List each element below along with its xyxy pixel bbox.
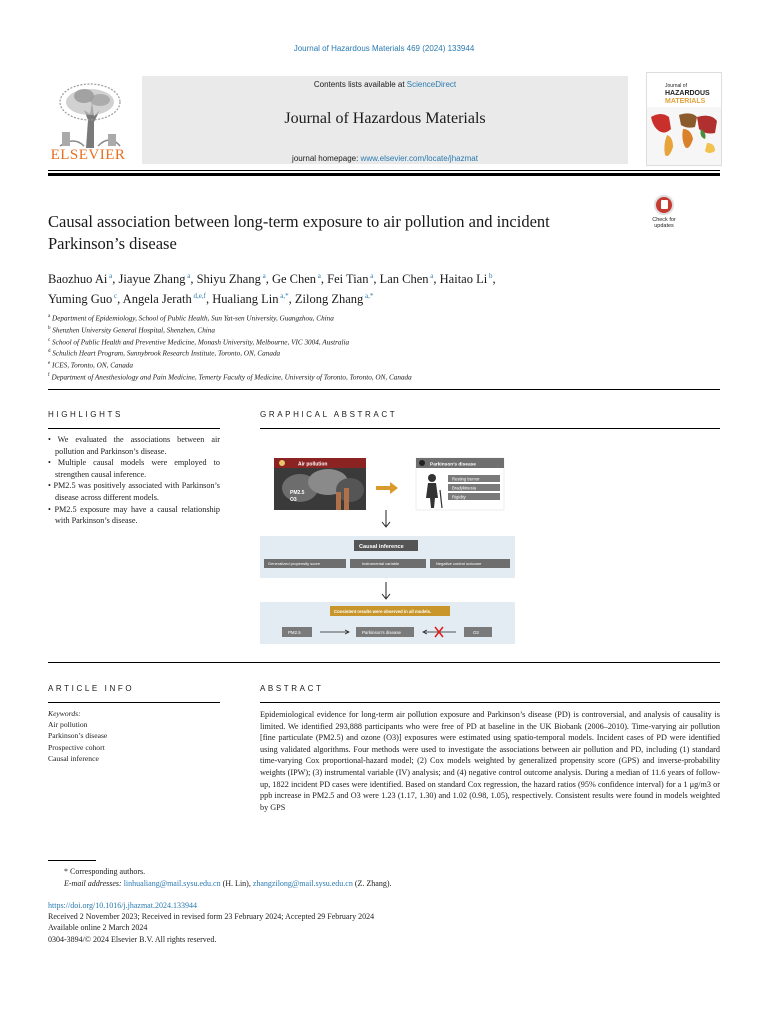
sciencedirect-link[interactable]: ScienceDirect xyxy=(406,80,457,89)
ga-method-1: Generalized propensity score xyxy=(268,561,321,566)
affiliation-marker: d xyxy=(48,349,51,355)
author-name[interactable]: Ge Chen xyxy=(271,272,317,287)
journal-cover[interactable] xyxy=(646,72,722,166)
highlights-list xyxy=(48,434,220,527)
article-info-rule xyxy=(48,702,220,703)
ga-bottom-pd: Parkinson’s disease xyxy=(362,630,401,635)
author-name[interactable]: Zilong Zhang xyxy=(294,292,364,307)
affiliation-item xyxy=(48,359,720,371)
ga-symptom-2: Bradykinesia xyxy=(452,485,476,491)
email-line xyxy=(64,878,392,890)
author-name[interactable]: Jiayue Zhang xyxy=(118,272,186,287)
ga-symptom-1: Resting tremor xyxy=(452,476,480,482)
footnote-rule xyxy=(48,860,96,861)
cover-title xyxy=(665,82,710,106)
ga-o3-label: O3 xyxy=(290,497,297,503)
affiliation-item xyxy=(48,347,720,359)
author-affiliation-marker[interactable]: a xyxy=(107,272,113,280)
affiliation-text: Department of Epidemiology, School of Public Health, Sun Yat-sen University, Guangzhou, China xyxy=(50,314,334,323)
highlight-item: • PM2.5 exposure may have a causal relationship with Parkinson’s disease. xyxy=(48,504,220,526)
author-affiliation-marker[interactable]: d,e,f xyxy=(191,292,206,301)
affiliation-item xyxy=(48,336,720,348)
ga-causal-inference-label: Causal inference xyxy=(359,543,404,550)
homepage-line xyxy=(142,154,628,163)
affiliation-marker: e xyxy=(48,361,51,367)
cover-line3: MATERIALS xyxy=(665,98,706,105)
abstract-rule xyxy=(260,702,720,703)
available-online: Available online 2 March 2024 xyxy=(48,923,148,933)
author-name[interactable]: Yuming Guo xyxy=(48,292,113,307)
keywords-label: Keywords: xyxy=(48,709,81,718)
article-metadata xyxy=(48,900,374,945)
ga-method-3: Negative control outcome xyxy=(436,561,482,566)
author-name[interactable]: Lan Chen xyxy=(379,272,429,287)
highlight-item: • PM2.5 was positively associated with Parkinson’s disease across different models. xyxy=(48,481,220,502)
affiliation-marker: b xyxy=(48,325,51,331)
masthead-rule-thick xyxy=(48,173,720,176)
highlights-rule xyxy=(48,428,220,429)
highlights-heading: HIGHLIGHTS xyxy=(48,410,123,419)
homepage-prefix: journal homepage: xyxy=(292,154,361,163)
graphical-abstract-figure[interactable] xyxy=(260,452,515,644)
author-affiliation-marker[interactable]: a xyxy=(260,272,266,280)
check-updates-label: Check for updates xyxy=(652,217,676,229)
received-dates: Received 2 November 2023; Received in revised form 23 February 2024; Accepted 29 February 2024 xyxy=(48,912,375,922)
affiliation-text: School of Public Health and Preventive Medicine, Monash University, Melbourne, VIC 3004, Australia xyxy=(50,337,350,346)
affiliation-item xyxy=(48,324,720,336)
author-affiliation-marker[interactable]: a xyxy=(428,272,434,280)
cover-line1: Journal of xyxy=(665,83,687,89)
affiliation-marker: a xyxy=(48,314,51,319)
contents-line xyxy=(142,80,628,89)
author-affiliation-marker[interactable]: b xyxy=(487,272,493,280)
author-name[interactable]: Fei Tian xyxy=(327,272,369,287)
affiliation-text: ICES, Toronto, ON, Canada xyxy=(50,361,133,370)
corresponding-note: * Corresponding authors. xyxy=(64,867,146,876)
article-title: Causal association between long-term exposure to air pollution and incident Parkinson’s disease xyxy=(48,212,550,253)
article-info-heading: ARTICLE INFO xyxy=(48,684,135,693)
highlight-item: • We evaluated the associations between air pollution and Parkinson’s disease. xyxy=(48,435,220,456)
author-affiliation-marker[interactable]: c xyxy=(112,292,118,301)
graphical-abstract-bottom-rule xyxy=(48,662,720,663)
cover-world-map-icon xyxy=(647,107,721,165)
elsevier-tree-icon xyxy=(54,80,124,150)
ga-bottom-o3: O3 xyxy=(473,630,479,635)
author-name[interactable]: Haitao Li xyxy=(439,272,488,287)
front-matter-rule xyxy=(48,389,720,390)
affiliation-item xyxy=(48,312,720,324)
contents-prefix: Contents lists available at xyxy=(313,80,407,89)
journal-reference[interactable]: Journal of Hazardous Materials 469 (2024) 133944 xyxy=(293,44,475,53)
affiliation-marker: f xyxy=(48,372,50,378)
highlight-item: • Multiple causal models were employed to strengthen causal inference. xyxy=(48,458,220,479)
email-name-2: (Z. Zhang). xyxy=(352,879,392,888)
affiliations xyxy=(48,312,720,383)
affiliation-item xyxy=(48,371,720,383)
author-list: Baozhuo Ai $^a$, Jiayue Zhang $^a$, Shiyu Zhang $^a$, Ge Chen $^a$, Fei Tian $^a$, Lan Chen $^a$, Haitao Li $^b$, Yuming Guo $^c$, Angela Jerath $^{d,e,f}$, Hualiang Lin $^{a,*}$, Zilong Zhang $^{a,*}$ xyxy=(48,272,496,307)
keywords-block xyxy=(48,708,220,764)
author-name[interactable]: Shiyu Zhang xyxy=(196,272,261,287)
keyword-item[interactable]: Prospective cohort xyxy=(48,742,105,752)
affiliation-text: Department of Anesthesiology and Pain Medicine, Temerty Faculty of Medicine, University of Toronto, Toronto, ON, Canada xyxy=(49,373,412,382)
author-affiliation-marker[interactable]: a,* xyxy=(278,292,289,301)
affiliation-marker: c xyxy=(48,337,51,343)
affiliation-text: Schulich Heart Program, Sunnybrook Research Institute, Toronto, ON, Canada xyxy=(50,349,281,358)
keyword-item[interactable]: Air pollution xyxy=(48,720,88,730)
copyright: 0304-3894/© 2024 Elsevier B.V. All rights reserved. xyxy=(48,934,217,944)
email-label: E-mail addresses: xyxy=(64,879,122,888)
masthead-banner xyxy=(142,76,628,164)
ga-symptom-3: Rigidity xyxy=(452,494,466,500)
homepage-link[interactable]: www.elsevier.com/locate/jhazmat xyxy=(360,154,478,163)
author-name[interactable]: Baozhuo Ai xyxy=(48,272,108,287)
graphical-abstract-heading: GRAPHICAL ABSTRACT xyxy=(260,410,398,419)
affiliation-text: Shenzhen University General Hospital, Shenzhen, China xyxy=(50,326,215,335)
ga-pm-label: PM2.5 xyxy=(290,490,305,496)
ga-consistent-label: Consistent results were observed in all models. xyxy=(334,609,432,614)
ga-air-pollution-label: Air pollution xyxy=(298,461,328,468)
ga-parkinsons-label: Parkinson’s disease xyxy=(430,462,476,468)
ga-bottom-pm: PM2.5 xyxy=(288,630,301,635)
author-affiliation-marker[interactable]: a xyxy=(185,272,191,280)
keyword-item[interactable]: Parkinson’s disease xyxy=(48,731,108,741)
author-affiliation-marker[interactable]: a xyxy=(316,272,321,280)
ga-method-2: Instrumental variable xyxy=(362,561,400,566)
email-link-1[interactable]: linhualiang@mail.sysu.edu.cn xyxy=(123,879,221,888)
check-for-updates-button[interactable] xyxy=(645,195,683,229)
author-name[interactable]: Angela Jerath xyxy=(122,292,192,307)
check-updates-icon xyxy=(654,195,674,215)
journal-name: Journal of Hazardous Materials xyxy=(284,110,486,127)
masthead-rule-thin xyxy=(48,170,720,171)
abstract-text: Epidemiological evidence for long-term air pollution exposure and Parkinson’s disease (PD) is controversial, and analysis of causality is limited. We identified 293,888 participants who were free of PD at baseline in the UK Biobank (2006–2010). Time-varying air pollution [fine particulate (PM2.5) and ozone (O3)] exposures were estimated using spatio-temporal models. Incident cases of PD were identified using validated algorithms. Four methods were used to investigate the associations between air pollution and PD, including (1) standard time-varying Cox proportional-hazard model; (2) Cox models weighted by generalized propensity score (GPS) and inverse-probability weights (IPW); (3) instrumental variable (IV) analysis; and (4) negative control outcome analysis. During a median of 11.6 years of follow-up, 1822 incident PD cases were identified. Based on standard Cox regression, the hazard ratios (95% confidence interval) for a 1 μg/m3 or ppb increase in PM2.5 and O3 were 1.23 (1.17, 1.30) and 1.02 (0.98, 1.05), respectively. Consistent results were found in models weighted by GPS xyxy=(260,710,720,812)
author-name[interactable]: Hualiang Lin xyxy=(212,292,279,307)
graphical-abstract-rule xyxy=(260,428,720,429)
author-affiliation-marker[interactable]: a,* xyxy=(363,292,374,301)
email-name-1: (H. Lin), xyxy=(220,879,253,888)
masthead xyxy=(48,72,720,164)
doi-link[interactable]: https://doi.org/10.1016/j.jhazmat.2024.133944 xyxy=(48,901,197,910)
abstract-heading: ABSTRACT xyxy=(260,684,324,693)
footnotes xyxy=(64,866,392,890)
publisher-name: ELSEVIER xyxy=(50,147,126,163)
keyword-item[interactable]: Causal inference xyxy=(48,753,99,763)
cover-line2: HAZARDOUS xyxy=(665,90,710,97)
email-link-2[interactable]: zhangzilong@mail.sysu.edu.cn xyxy=(252,879,353,888)
author-affiliation-marker[interactable]: a xyxy=(368,272,374,280)
elsevier-logo[interactable] xyxy=(48,76,128,164)
